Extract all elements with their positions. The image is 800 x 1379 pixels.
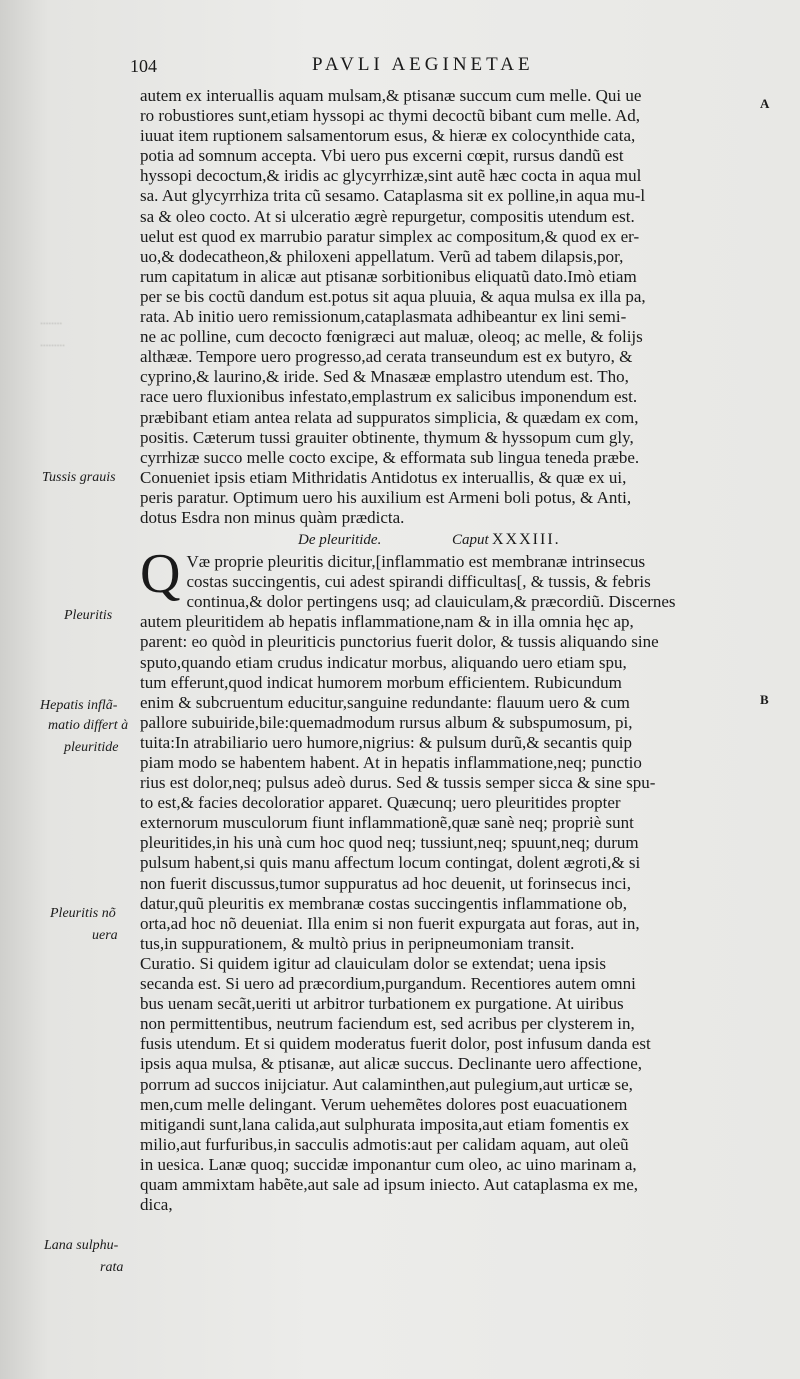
text-line: Væ proprie pleuritis dicitur,[inflammatio est membranæ intrinsecus [186, 552, 646, 572]
text-line: sa. Aut glycyrrhiza trita cũ sesamo. Cataplasma sit ex polline,in aqua mu-l [140, 186, 646, 206]
text-line: ro robustiores sunt,etiam hyssopi ac thymi decoctũ bibant cum melle. Ad, [140, 106, 640, 126]
text-line: Conueniet ipsis etiam Mithridatis Antidotus ex interuallis, & quæ ex ui, [140, 467, 627, 487]
text-line: uelut est quod ex marrubio paratur simplex ac compositum,& quod ex er- [140, 226, 640, 246]
text-line: dotus Esdra non minus quàm prædicta. [140, 507, 405, 527]
text-line: tum efferunt,quod indicat humorem morbum efficientem. Rubicundum [140, 672, 622, 692]
running-title: PAVLI AEGINETAE [312, 54, 534, 75]
text-line: porrum ad succos inijciatur. Aut calaminthen,aut pulegium,aut urticæ se, [140, 1074, 633, 1094]
page-number: 104 [130, 56, 157, 76]
chapter-body [140, 543, 765, 1215]
text-line: quam ammixtam habẽte,aut sale ad ipsum iniecto. Aut cataplasma ex me, [140, 1174, 639, 1194]
side-note-pleuritis-non-2: uera [92, 928, 118, 943]
text-line: autem ex interuallis aquam mulsam,& ptisanæ succum cum melle. Qui ue [140, 86, 642, 105]
text-line: sputo,quando etiam crudus indicatur morbus, aliquando uero etiam spu, [140, 652, 627, 672]
text-line: Curatio. Si quidem igitur ad clauiculam dolor se extendat; uena ipsis [140, 953, 606, 973]
text-line: pulsum habent,si quis manu affectum locum contingat, dolent ægroti,& si [140, 853, 641, 873]
text-line: to est,& facies decoloratior apparet. Quæcunq; uero pleuritides propter [140, 793, 621, 813]
side-note-tussis: Tussis grauis [42, 470, 116, 485]
text-line: tuita:In atrabiliario uero humore,nigrius: & pulsum durũ,& secantis quip [140, 732, 632, 752]
side-note-hepatis-1: Hepatis inflã- [40, 698, 118, 713]
text-line: uo,& dodecatheon,& philoxeni appellatum. Verũ ad tabem dilapsis,por, [140, 246, 624, 266]
text-line: rum capitatum in alicæ aut ptisanæ sorbitionibus eliquatũ dato.Imò etiam [140, 266, 637, 286]
side-note-pleuritis: Pleuritis [64, 608, 113, 623]
text-line: althææ. Tempore uero progresso,ad cerata transeundum est ex butyro, & [140, 347, 633, 367]
text-line: fusis utendum. Et si quidem moderatus fuerit dolor, post infusum danda est [140, 1034, 651, 1054]
text-line: datur,quũ pleuritis ex membranæ costas succingentis inflammatione ob, [140, 893, 628, 913]
chapter-caput-label: Caput [452, 532, 489, 549]
text-line: peris paratur. Optimum uero his auxilium est Armeni boli potus, & Anti, [140, 487, 632, 507]
text-line: ne ac polline, cum decocto fœnigræci aut maluæ, oleoq; ac melle, & folijs [140, 327, 643, 347]
chapter-number: XXXIII. [492, 531, 561, 549]
text-line: mitigandi sunt,lana calida,aut sulphurata imposita,aut etiam fomentis ex [140, 1114, 630, 1134]
text-line: parent: eo quòd in pleuriticis punctorius fuerit dolor, & tussis aliquando sine [140, 632, 659, 652]
text-line: tus,in suppurationem, & multò prius in peripneumoniam transit. [140, 933, 575, 953]
page-header [130, 54, 730, 80]
chapter-subject: De pleuritide. [298, 532, 382, 549]
margin-mark-b: B [760, 692, 769, 707]
text-line: milio,aut furfuribus,in sacculis admotis:aut per calidam aquam, aut oleũ [140, 1134, 629, 1154]
text-line: autem pleuritidem ab hepatis inflammatione,nam & in illa omnia hęc ap, [140, 612, 634, 632]
text-line: secanda est. Si uero ad præcordium,purgandum. Recentiores autem omni [140, 974, 636, 994]
text-line: pleuritides,in his unà cum hoc quod neq; tussiunt,neq; spuunt,neq; durum [140, 833, 639, 853]
text-line: per se bis coctũ dandum est.potus sit aqua pluuia, & aqua mulsa ex illa pa, [140, 286, 646, 306]
text-line: orta,ad hoc nõ deueniat. Illa enim si non fuerit expurgata aut foras, aut in, [140, 913, 640, 933]
text-line: ipsis aqua mulsa, & ptisanæ, aut alicæ succus. Declinante uero affectione, [140, 1054, 642, 1074]
text-line: iuuat item ruptionem salsamentorum esus, & hieræ ex colocynthide cata, [140, 126, 636, 146]
text-line: enim & subcruentum educitur,sanguine redundante: flauum uero & cum [140, 692, 630, 712]
text-line: rata. Ab initio uero remissionum,cataplasmata adhibeantur ex lini semi- [140, 307, 627, 327]
text-line: non fuerit discussus,tumor suppuratus ad hoc deuenit, ut forinsecus inci, [140, 873, 632, 893]
drop-capital: Q [140, 543, 181, 606]
side-note-lana-2: rata [100, 1260, 124, 1275]
text-line: externorum musculorum fiunt inflammationẽ,quæ sanè neq; propriè sunt [140, 813, 634, 833]
text-block-before [140, 86, 765, 528]
side-note-lana-1: Lana sulphu- [44, 1238, 119, 1253]
text-line: rius est dolor,neq; pulsus adeò durus. Sed & tussis semper sicca & sine spu- [140, 773, 656, 793]
text-line: cyprino,& laurino,& iride. Sed & Mnasææ emplastro utendum est. Tho, [140, 367, 629, 387]
show-through-text: ········· [40, 340, 65, 352]
chapter-heading [140, 528, 765, 552]
side-note-hepatis-3: pleuritide [64, 740, 119, 755]
text-line: potia ad somnum accepta. Vbi uero pus excerni cœpit, rursus dandũ est [140, 146, 624, 166]
text-line: non permittentibus, neutrum faciendum est, sed acribus per clysterem in, [140, 1014, 635, 1034]
text-line: continua,& dolor pertingens usq; ad clauiculam,& præcordiũ. Discernes [186, 592, 676, 612]
side-note-hepatis-2: matio differt à [48, 718, 129, 733]
text-line: race uero fluxionibus infestato,emplastrum ex salicibus imponendum est. [140, 387, 638, 407]
text-line: costas succingentis, cui adest spirandi difficultas[, & tussis, & febris [186, 572, 651, 592]
text-line: piam modo se habentem habent. At in hepatis inflammatione,neq; punctio [140, 753, 642, 772]
text-line: positis. Cæterum tussi grauiter obtinente, thymum & hyssopum cum gly, [140, 427, 634, 447]
text-line: pallore subuiride,bile:quemadmodum rursus album & subspumosum, pi, [140, 712, 633, 732]
text-line: in uesica. Lanæ quoq; succidæ imponantur cum oleo, ac uino marinam a, [140, 1154, 637, 1174]
side-note-pleuritis-non-1: Pleuritis nõ [50, 906, 116, 921]
show-through-text: ········ [40, 318, 62, 330]
text-line: præbibant etiam antea relata ad suppuratos simplicia, & quædam ex com, [140, 407, 639, 427]
text-line: men,cum melle delingant. Verum uehemẽtes dolores post euacuationem [140, 1094, 628, 1114]
text-line: hyssopi decoctum,& iridis ac glycyrrhizæ,sint autẽ hæc cocta in aqua mul [140, 166, 642, 186]
text-line: dica, [140, 1195, 173, 1215]
text-line: cyrrhizæ succo melle cocto excipe, & efformata sub lingua teneda præbe. [140, 447, 640, 467]
margin-mark-a: A [760, 96, 770, 111]
text-block-after [140, 543, 765, 1215]
text-line: sa & oleo cocto. At si ulceratio ægrè repurgetur, compositis utendum est. [140, 206, 635, 226]
main-text-column [140, 86, 765, 1215]
text-line: bus uenam secãt,ueriti ut arbitror turbationem ex purgatione. At uiribus [140, 994, 624, 1014]
